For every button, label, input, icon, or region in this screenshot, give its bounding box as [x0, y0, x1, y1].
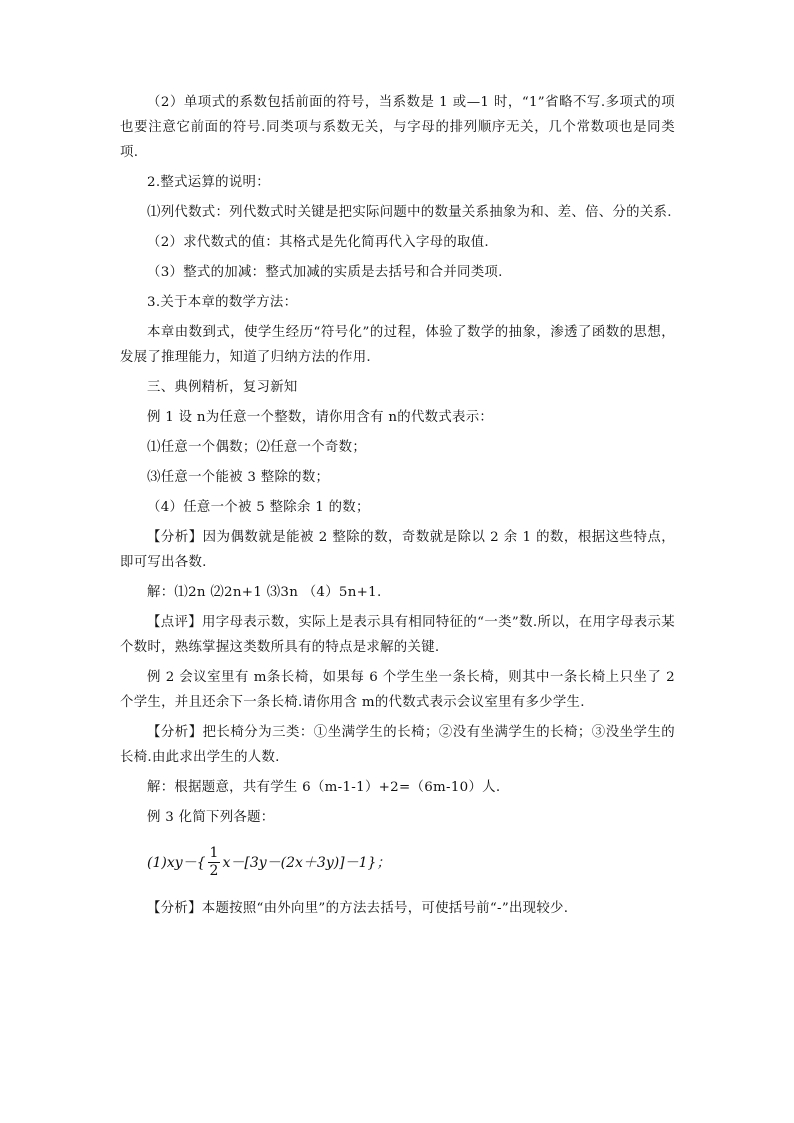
example-2-solution: 解：根据题意，共有学生 6（m-1-1）+2=（6m-10）人.	[147, 780, 501, 795]
example-1-item-4: （4）任意一个被 5 整除余 1 的数；	[147, 500, 370, 515]
fraction-numerator: 1	[209, 844, 219, 861]
formula-suffix: x－[3y－(2x＋3y)]－1}；	[222, 855, 391, 871]
heading-math-methods: 3.关于本章的数学方法：	[147, 295, 298, 310]
paragraph-chapter-summary: 本章由数到式，使学生经历“符号化”的过程，体验了数学的抽象，渗透了函数的思想，发展了推理能力，知道了归纳方法的作用.	[120, 325, 675, 365]
example-2-analysis: 【分析】把长椅分为三类：①坐满学生的长椅；②没有坐满学生的长椅；③没坐学生的长椅.由此求出学生的人数.	[120, 725, 675, 765]
formula-prefix: (1)xy－{	[147, 855, 206, 871]
example-1-item-1-2: ⑴任意一个偶数；⑵任意一个奇数；	[147, 440, 367, 455]
example-1-analysis: 【分析】因为偶数就是能被 2 整除的数，奇数就是除以 2 余 1 的数，根据这些特点，即可写出各数.	[120, 530, 675, 570]
heading-polynomial-operations: 2.整式运算的说明：	[147, 175, 270, 190]
paragraph-write-expression: ⑴列代数式：列代数式时关键是把实际问题中的数量关系抽象为和、差、倍、分的关系.	[147, 205, 672, 220]
example-3-formula	[120, 840, 675, 884]
paragraph-evaluate-expression: （2）求代数式的值：其格式是先化简再代入字母的取值.	[147, 235, 489, 250]
example-1-question: 例 1 设 n为任意一个整数，请你用含有 n的代数式表示：	[147, 410, 494, 425]
formula-fraction	[208, 845, 221, 880]
example-3-analysis: 【分析】本题按照“由外向里”的方法去括号，可使括号前“-”出现较少.	[147, 901, 569, 916]
fraction-denominator: 2	[209, 862, 219, 879]
section-heading-examples: 三、典例精析，复习新知	[147, 380, 298, 395]
example-2-question: 例 2 会议室里有 m条长椅，如果每 6 个学生坐一条长椅，则其中一条长椅上只坐了 2 个学生，并且还余下一条长椅.请你用含 m的代数式表示会议室里有多少学生.	[120, 670, 675, 710]
example-1-solution: 解：⑴2n ⑵2n+1 ⑶3n （4）5n+1.	[147, 585, 382, 600]
example-1-item-3: ⑶任意一个能被 3 整除的数；	[147, 470, 330, 485]
example-1-comment: 【点评】用字母表示数，实际上是表示具有相同特征的“一类”数.所以，在用字母表示某个数时，熟练掌握这类数所具有的特点是求解的关键.	[120, 615, 675, 655]
paragraph-monomial-coefficient: （2）单项式的系数包括前面的符号，当系数是 1 或—1 时，“1”省略不写.多项式的项也要注意它前面的符号.同类项与系数无关，与字母的排列顺序无关，几个常数项也是同类项.	[120, 95, 675, 160]
example-3-question: 例 3 化简下列各题：	[147, 810, 275, 825]
paragraph-add-subtract: （3）整式的加减：整式加减的实质是去括号和合并同类项.	[147, 265, 503, 280]
document-page	[120, 90, 675, 926]
